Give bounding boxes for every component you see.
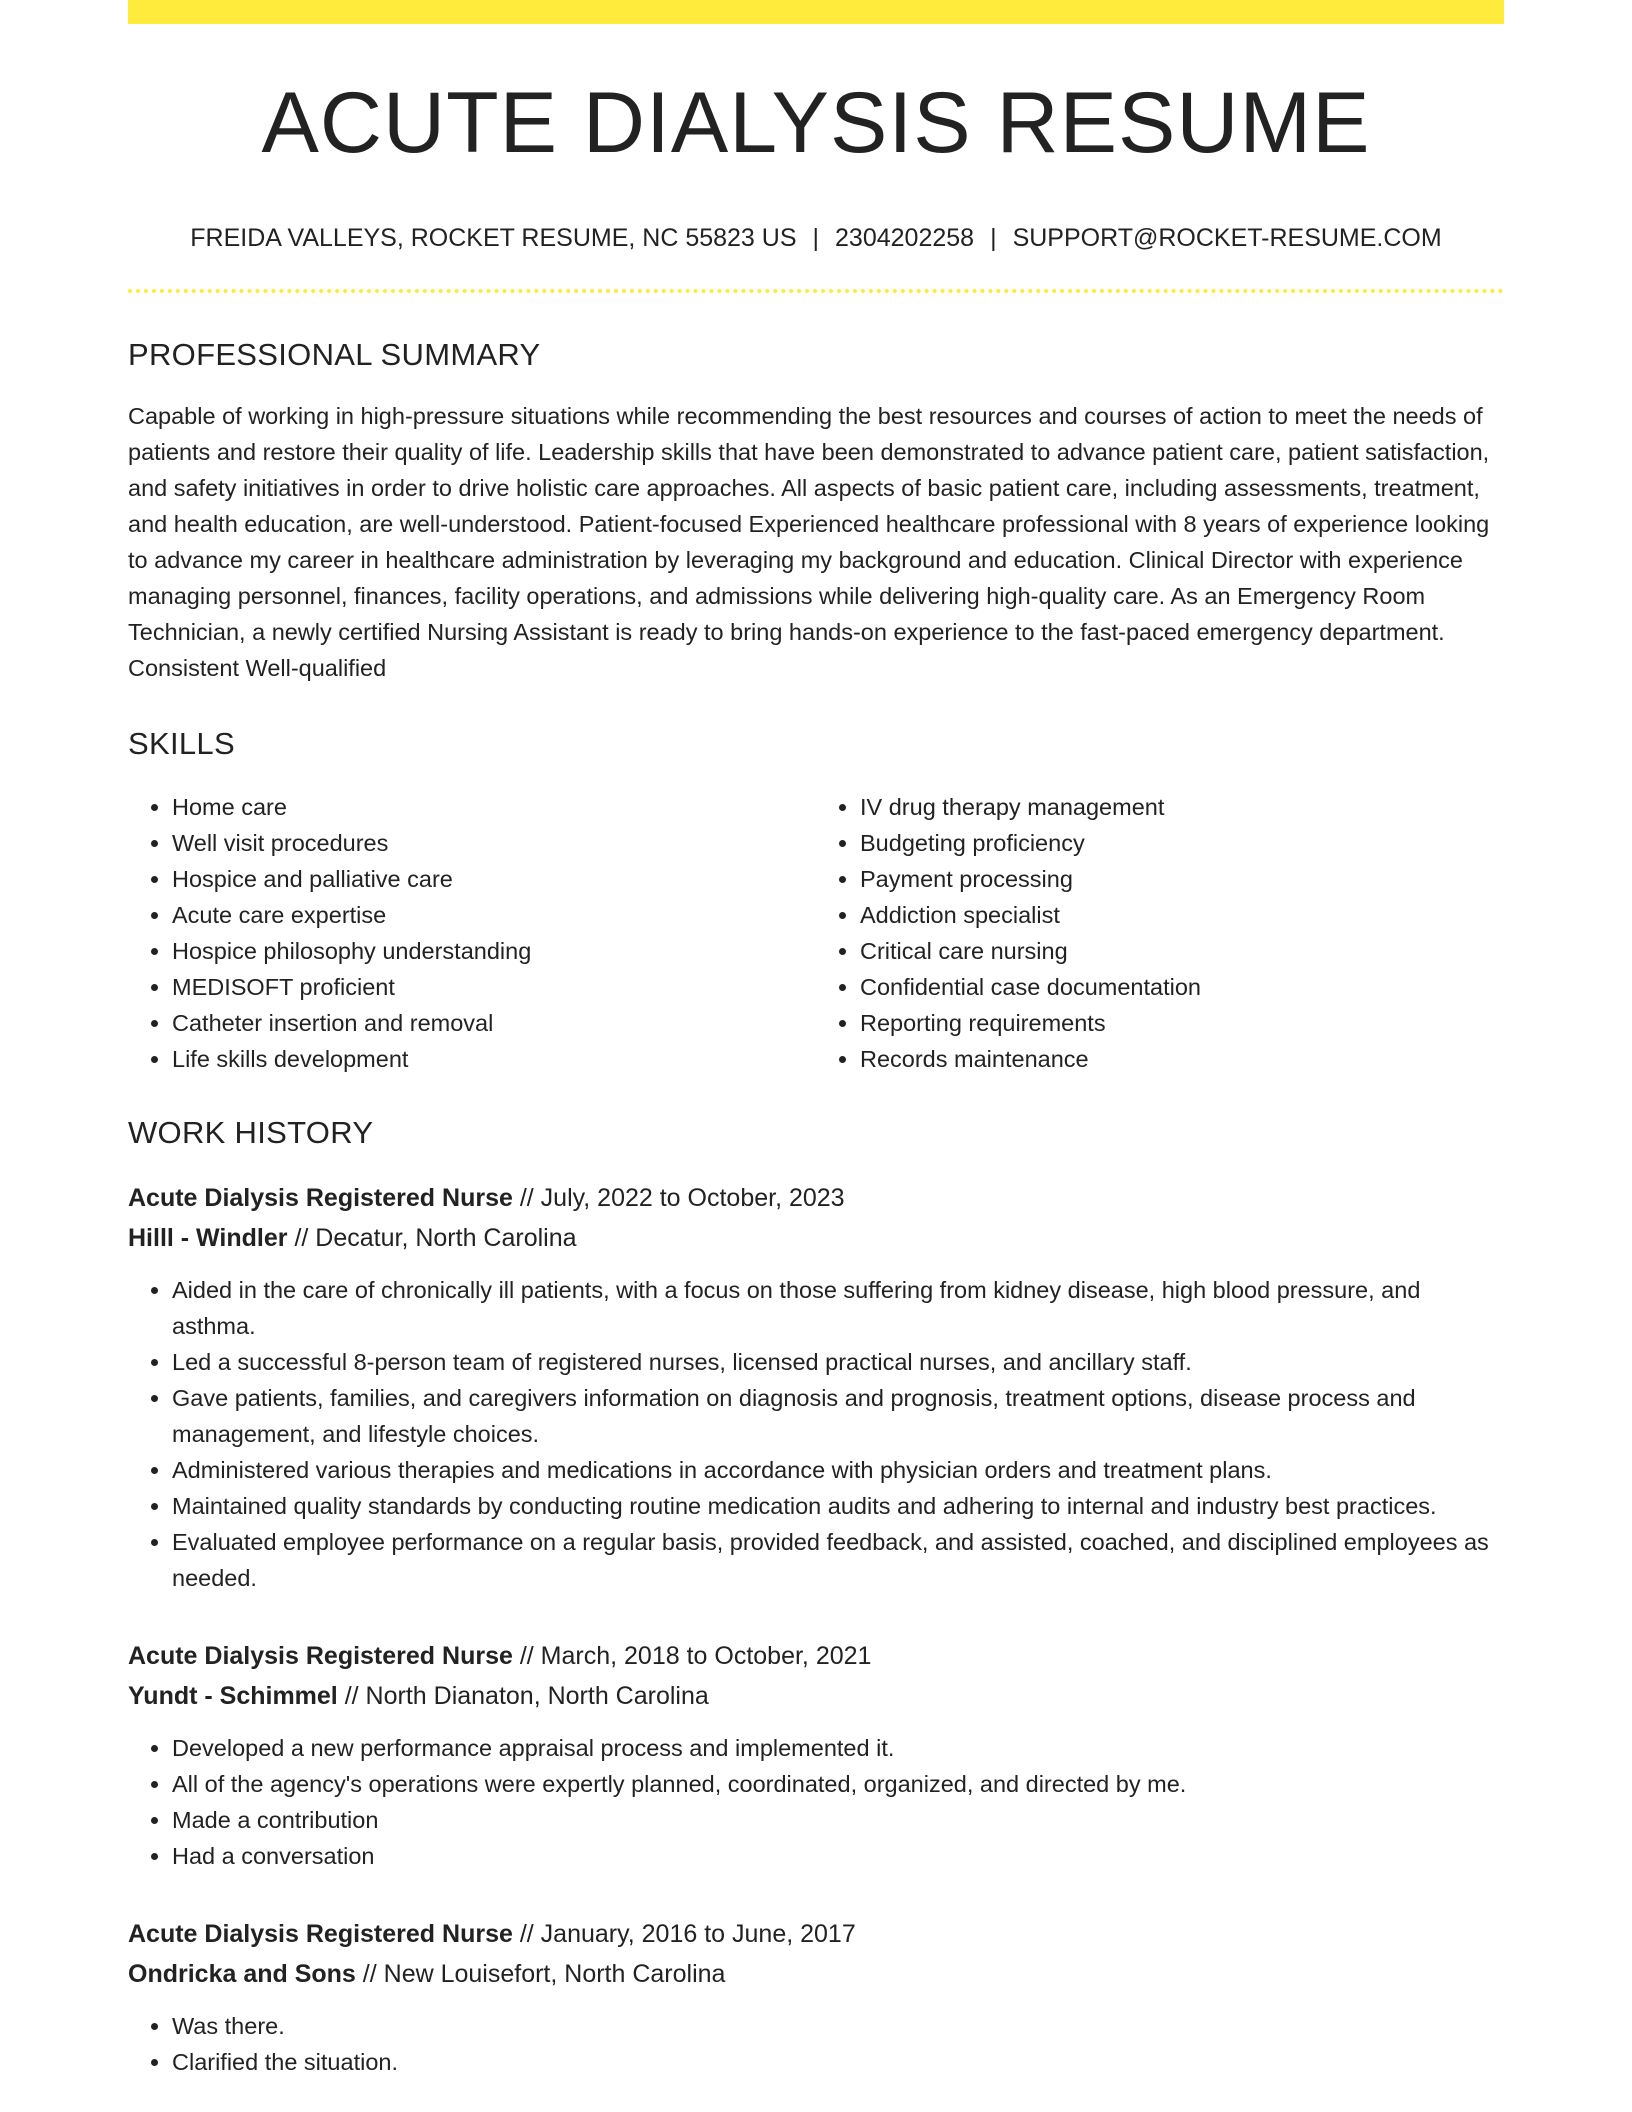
job-role-line — [128, 1636, 1504, 1676]
job-company: Ondricka and Sons — [128, 1960, 356, 1988]
job-duty: • Administered various therapies and medications in accordance with physician orders and treatment plans. — [172, 1452, 1504, 1488]
skills-list-left — [128, 789, 816, 1077]
skill-item: • Well visit procedures — [172, 825, 816, 861]
job-location: // New Louisefort, North Carolina — [362, 1960, 726, 1988]
job-duty: • Evaluated employee performance on a regular basis, provided feedback, and assisted, coached, and disciplined employees as needed. — [172, 1524, 1504, 1596]
skills-grid — [128, 789, 1504, 1077]
job-company-line — [128, 1218, 1504, 1258]
job-duty: • All of the agency's operations were expertly planned, coordinated, organized, and directed by me. — [172, 1766, 1504, 1802]
resume-title: ACUTE DIALYSIS RESUME — [261, 75, 1371, 171]
contact-line — [128, 226, 1504, 251]
job-duty: • Aided in the care of chronically ill patients, with a focus on those suffering from kidney disease, high blood pressure, and asthma. — [172, 1272, 1504, 1344]
job-entry-2 — [128, 1636, 1504, 1874]
skill-item: • Addiction specialist — [860, 897, 1504, 933]
contact-email: SUPPORT@ROCKET-RESUME.COM — [1012, 224, 1442, 252]
skill-item: • Hospice and palliative care — [172, 861, 816, 897]
skill-item: • Payment processing — [860, 861, 1504, 897]
contact-phone: 2304202258 — [835, 224, 975, 252]
job-duties — [128, 1272, 1504, 1596]
job-role: Acute Dialysis Registered Nurse — [128, 1920, 513, 1948]
skill-item: • Life skills development — [172, 1041, 816, 1077]
job-company-line — [128, 1676, 1504, 1716]
job-role: Acute Dialysis Registered Nurse — [128, 1184, 513, 1212]
job-role: Acute Dialysis Registered Nurse — [128, 1642, 513, 1670]
job-duty: • Made a contribution — [172, 1802, 1504, 1838]
contact-separator: | — [990, 224, 997, 252]
job-entry-3 — [128, 1914, 1504, 2080]
skill-item: • MEDISOFT proficient — [172, 969, 816, 1005]
skill-item: • Budgeting proficiency — [860, 825, 1504, 861]
job-duty: • Developed a new performance appraisal process and implemented it. — [172, 1730, 1504, 1766]
work-history-heading: WORK HISTORY — [128, 1115, 374, 1150]
job-duty: • Gave patients, families, and caregivers information on diagnosis and prognosis, treatment options, disease process and management, and lifestyle choices. — [172, 1380, 1504, 1452]
job-entry-1 — [128, 1178, 1504, 1596]
skill-item: • Acute care expertise — [172, 897, 816, 933]
skill-item: • IV drug therapy management — [860, 789, 1504, 825]
job-location: // Decatur, North Carolina — [294, 1224, 577, 1252]
skill-item: • Confidential case documentation — [860, 969, 1504, 1005]
contact-separator: | — [812, 224, 820, 252]
job-dates: // July, 2022 to October, 2023 — [519, 1184, 845, 1212]
resume-page — [128, 0, 1504, 2080]
job-location: // North Dianaton, North Carolina — [344, 1682, 709, 1710]
job-duty: • Clarified the situation. — [172, 2044, 1504, 2080]
job-company: Hilll - Windler — [128, 1224, 288, 1252]
job-duty: • Had a conversation — [172, 1838, 1504, 1874]
skill-item: • Catheter insertion and removal — [172, 1005, 816, 1041]
top-accent-bar — [128, 0, 1504, 24]
skill-item: • Critical care nursing — [860, 933, 1504, 969]
job-role-line — [128, 1178, 1504, 1218]
skills-list-right — [816, 789, 1504, 1077]
skills-heading: SKILLS — [128, 726, 235, 761]
job-duties — [128, 2008, 1504, 2080]
summary-heading: PROFESSIONAL SUMMARY — [128, 337, 541, 372]
summary-text: Capable of working in high-pressure situations while recommending the best resources and courses of action to meet the needs of patients and restore their quality of life. Leadership skills that have been demonstrated to advance patient care, patient satisfaction, and safety initiatives in order to drive holistic care approaches. All aspects of basic patient care, including assessments, treatment, and health education, are well-understood. Patient-focused Experienced healthcare professional with 8 years of experience looking to advance my career in healthcare administration by leveraging my background and education. Clinical Director with experience managing personnel, finances, facility operations, and admissions while delivering high-quality care. As an Emergency Room Technician, a newly certified Nursing Assistant is ready to bring hands-on experience to the fast-paced emergency department. Consistent Well-qualified — [128, 403, 1490, 681]
job-dates: // January, 2016 to June, 2017 — [519, 1920, 856, 1948]
skill-item: • Hospice philosophy understanding — [172, 933, 816, 969]
skill-item: • Reporting requirements — [860, 1005, 1504, 1041]
job-duty: • Led a successful 8-person team of registered nurses, licensed practical nurses, and ancillary staff. — [172, 1344, 1504, 1380]
job-duties — [128, 1730, 1504, 1874]
job-duty: • Was there. — [172, 2008, 1504, 2044]
skill-item: • Records maintenance — [860, 1041, 1504, 1077]
job-role-line — [128, 1914, 1504, 1954]
job-company-line — [128, 1954, 1504, 1994]
job-company: Yundt - Schimmel — [128, 1682, 338, 1710]
job-dates: // March, 2018 to October, 2021 — [519, 1642, 872, 1670]
header-divider — [128, 289, 1504, 293]
job-duty: • Maintained quality standards by conducting routine medication audits and adhering to internal and industry best practices. — [172, 1488, 1504, 1524]
contact-address: FREIDA VALLEYS, ROCKET RESUME, NC 55823 US — [190, 224, 797, 252]
skill-item: • Home care — [172, 789, 816, 825]
